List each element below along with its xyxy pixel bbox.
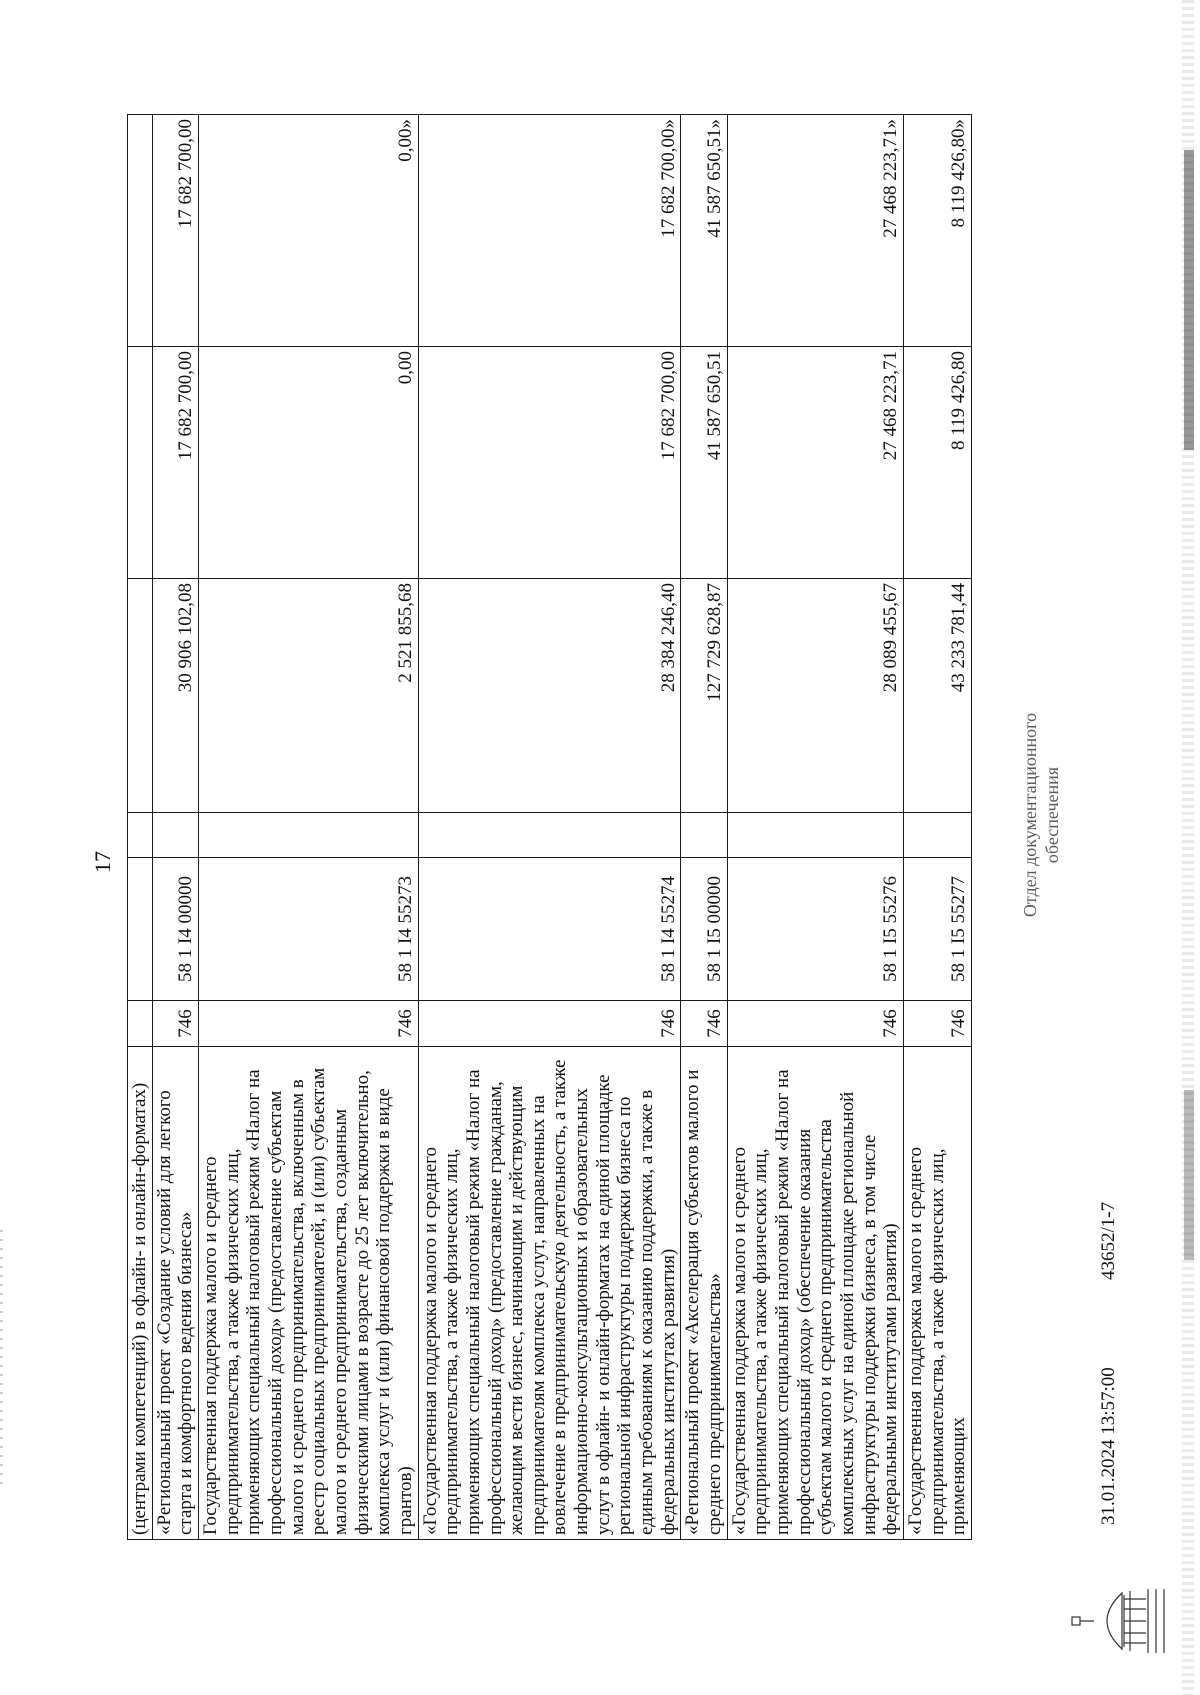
- target-article-cell: [128, 858, 153, 1001]
- admin-code-cell: 746: [727, 1001, 903, 1047]
- admin-code-cell: [128, 1001, 153, 1047]
- expense-type-cell: [727, 813, 903, 858]
- amount-year1-cell: 28 384 246,40: [418, 579, 681, 813]
- amount-year3-cell: 8 119 426,80»: [903, 115, 971, 347]
- table-row: [198, 115, 418, 1540]
- target-article-cell: 58 1 I5 00000: [681, 858, 727, 1001]
- admin-code-cell: 746: [198, 1001, 418, 1047]
- table-row: [727, 115, 903, 1540]
- expense-type-cell: [681, 813, 727, 858]
- expense-type-cell: [903, 813, 971, 858]
- row-name-cell: «Государственная поддержка малого и среднего предпринимательства, а также физических лиц, применяющих специальный налоговый режим «Налог на профессиональный доход» (предоставление гражданам, желающим вести бизнес, начинающим и действующим предпринимателям комплекса услут, направленных на вовлечение в предпринимательскую деятельность, а также информационно-консультационных и образовательных услут в офлайн- и онлайн-форматах на единой площадке региональной инфраструктуры поддержки бизнеса по единым требованиям к оказанию поддержки, а также в федеральных институтах развития): [418, 1047, 681, 1540]
- amount-year1-cell: 30 906 102,08: [152, 579, 198, 813]
- amount-year1-cell: 43 233 781,44: [903, 579, 971, 813]
- amount-year3-cell: 27 468 223,71»: [727, 115, 903, 347]
- amount-year3-cell: 0,00»: [198, 115, 418, 347]
- amount-year1-cell: 28 089 455,67: [727, 579, 903, 813]
- amount-year3-cell: 17 682 700,00: [152, 115, 198, 347]
- amount-year2-cell: 8 119 426,80: [903, 347, 971, 579]
- amount-year3-cell: 41 587 650,51»: [681, 115, 727, 347]
- amount-year3-cell: 17 682 700,00»: [418, 115, 681, 347]
- stamp-line1: Отдел документационного: [1020, 712, 1040, 918]
- row-name-cell: (центрами компетенций) в офлайн- и онлайн-форматах): [128, 1047, 153, 1540]
- stamp-line2: обеспечения: [1041, 766, 1062, 864]
- expense-type-cell: [418, 813, 681, 858]
- table-row: [128, 115, 153, 1540]
- row-name-cell: Государственная поддержка малого и среднего предпринимательства, а также физических лиц, применяющих специальный налоговый режим «Налог на профессиональный доход» (предоставление субъектам малого и среднего предпринимательства, включенным в реестр социальных предпринимателей, и (или) субъектам малого и среднего предпринимательства, созданным физическими лицами в возрасте до 25 лет включительно, комплекса услуг и (или) финансовой поддержки в виде грантов): [198, 1047, 418, 1540]
- target-article-cell: 58 1 I4 55273: [198, 858, 418, 1001]
- amount-year2-cell: 0,00: [198, 347, 418, 579]
- amount-year3-cell: [128, 115, 153, 347]
- table-row: [681, 115, 727, 1540]
- target-article-cell: 58 1 I5 55276: [727, 858, 903, 1001]
- amount-year1-cell: 127 729 628,87: [681, 579, 727, 813]
- footer-doc-number: 43652/1-7: [1098, 1201, 1119, 1280]
- registration-stamp: [1020, 635, 1063, 995]
- amount-year2-cell: 17 682 700,00: [152, 347, 198, 579]
- admin-code-cell: 746: [681, 1001, 727, 1047]
- row-name-cell: «Государственная поддержка малого и среднего предпринимательства, а также физических лиц, применяющих: [903, 1047, 971, 1540]
- expense-type-cell: [198, 813, 418, 858]
- admin-code-cell: 746: [418, 1001, 681, 1047]
- row-name-cell: «Региональный проект «Акселерация субъектов малого и среднего предпринимательства»: [681, 1047, 727, 1540]
- table-row: [903, 115, 971, 1540]
- target-article-cell: 58 1 I4 55274: [418, 858, 681, 1001]
- row-name-cell: «Государственная поддержка малого и среднего предпринимательства, а также физических лиц, применяющих специальный налоговый режим «Налог на профессиональный доход» (обеспечение оказания субъектам малого и среднего предпринимательства комплексных услуг на единой площадке региональной инфраструктуры поддержки бизнеса, в том числе федеральными институтами развития): [727, 1047, 903, 1540]
- table-row: [152, 115, 198, 1540]
- expense-type-cell: [152, 813, 198, 858]
- expense-type-cell: [128, 813, 153, 858]
- admin-code-cell: 746: [903, 1001, 971, 1047]
- row-name-cell: «Региональный проект «Создание условий для легкого старта и комфортного ведения бизнеса»: [152, 1047, 198, 1540]
- table-row: [418, 115, 681, 1540]
- amount-year1-cell: [128, 579, 153, 813]
- amount-year2-cell: 17 682 700,00: [418, 347, 681, 579]
- amount-year2-cell: [128, 347, 153, 579]
- duma-emblem-icon: [1062, 1585, 1172, 1657]
- admin-code-cell: 746: [152, 1001, 198, 1047]
- budget-table: [127, 114, 972, 1540]
- amount-year2-cell: 27 468 223,71: [727, 347, 903, 579]
- amount-year1-cell: 2 521 855,68: [198, 579, 418, 813]
- amount-year2-cell: 41 587 650,51: [681, 347, 727, 579]
- footer-date: 31.01.2024 13:57:00: [1098, 1367, 1119, 1525]
- target-article-cell: 58 1 I4 00000: [152, 858, 198, 1001]
- page-number: 17: [90, 851, 115, 873]
- target-article-cell: 58 1 I5 55277: [903, 858, 971, 1001]
